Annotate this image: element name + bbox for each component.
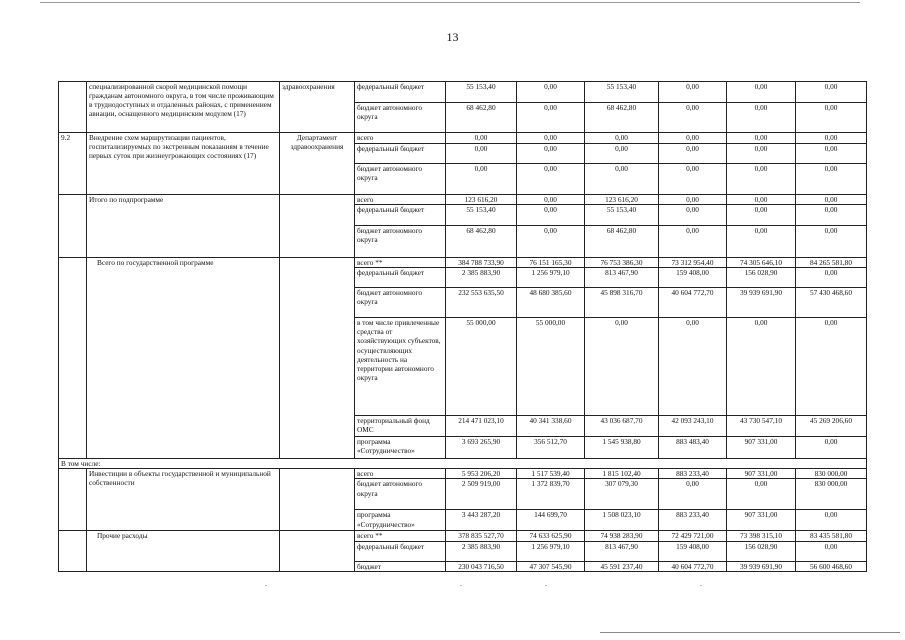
value-year-5: 0,00	[796, 541, 867, 561]
value-year-1: 40 341 338,60	[517, 416, 585, 437]
value-year-2: 74 938 283,90	[585, 531, 659, 541]
funding-source: бюджет автономного округа	[355, 164, 446, 195]
value-total: 230 043 716,50	[446, 561, 517, 571]
value-year-3: 0,00	[659, 205, 727, 226]
funding-source: бюджет автономного округа	[355, 226, 446, 258]
value-year-5: 0,00	[796, 510, 867, 531]
value-total: 5 953 206,20	[446, 469, 517, 479]
value-year-5: 0,00	[796, 268, 867, 288]
table-row	[59, 82, 867, 103]
value-year-2: 813 467,90	[585, 541, 659, 561]
value-year-2: 813 467,90	[585, 268, 659, 288]
funding-source: федеральный бюджет	[355, 205, 446, 226]
value-year-3: 883 483,40	[659, 437, 727, 459]
value-year-5: 0,00	[796, 195, 867, 205]
value-year-3: 0,00	[659, 479, 727, 510]
value-year-2: 0,00	[585, 318, 659, 416]
value-year-3: 0,00	[659, 195, 727, 205]
value-year-5: 830 000,00	[796, 479, 867, 510]
value-year-1: 0,00	[517, 226, 585, 258]
value-year-1: 1 256 979,10	[517, 268, 585, 288]
value-year-3: 72 429 721,00	[659, 531, 727, 541]
value-year-3: 159 408,00	[659, 268, 727, 288]
funding-source: бюджет автономного округа	[355, 103, 446, 133]
value-year-5: 0,00	[796, 103, 867, 133]
table-row	[59, 133, 867, 144]
value-year-2: 0,00	[585, 144, 659, 164]
value-year-2: 0,00	[585, 164, 659, 195]
top-scan-line	[40, 2, 860, 3]
value-year-5: 0,00	[796, 82, 867, 103]
funding-source: всего	[355, 469, 446, 479]
value-year-1: 0,00	[517, 164, 585, 195]
value-year-1: 144 699,70	[517, 510, 585, 531]
executor	[280, 469, 355, 531]
funding-source: всего **	[355, 531, 446, 541]
executor	[280, 195, 355, 258]
activity-name: специализированной скорой медицинской помощи гражданам автономного округа, в том числе проживающим в труднодоступных и отдаленных районах, с применением авиации, оснащенного медицинским модулем (17)	[87, 82, 280, 133]
value-year-4: 0,00	[727, 195, 796, 205]
value-year-3: 0,00	[659, 133, 727, 144]
value-year-4: 0,00	[727, 103, 796, 133]
value-year-3: 0,00	[659, 226, 727, 258]
value-year-5: 0,00	[796, 437, 867, 459]
funding-source: в том числе привлеченные средства от хозяйствующих субъектов, осуществляющих деятельность на территории автономного округа	[355, 318, 446, 416]
value-year-5: 0,00	[796, 144, 867, 164]
value-year-1: 1 372 839,70	[517, 479, 585, 510]
value-total: 0,00	[446, 144, 517, 164]
section-label: В том числе:	[59, 459, 867, 469]
scan-dots	[60, 585, 860, 589]
row-number	[59, 258, 87, 459]
value-year-4: 156 028,90	[727, 268, 796, 288]
value-year-2: 76 753 386,30	[585, 258, 659, 268]
value-year-5: 0,00	[796, 133, 867, 144]
value-total: 68 462,80	[446, 103, 517, 133]
value-year-4: 0,00	[727, 479, 796, 510]
value-year-3: 159 408,00	[659, 541, 727, 561]
funding-source: федеральный бюджет	[355, 144, 446, 164]
row-number	[59, 82, 87, 133]
value-year-1: 0,00	[517, 205, 585, 226]
value-year-2: 0,00	[585, 133, 659, 144]
table-row	[59, 195, 867, 205]
executor	[280, 258, 355, 459]
value-year-4: 0,00	[727, 205, 796, 226]
value-year-5: 0,00	[796, 164, 867, 195]
value-year-4: 0,00	[727, 133, 796, 144]
activity-name: Итого по подпрограмме	[87, 195, 280, 258]
value-total: 55 153,40	[446, 205, 517, 226]
value-year-5: 0,00	[796, 226, 867, 258]
value-total: 232 553 635,50	[446, 288, 517, 318]
funding-source: программа «Сотрудничество»	[355, 437, 446, 459]
funding-source: программа «Сотрудничество»	[355, 510, 446, 531]
value-year-2: 45 591 237,40	[585, 561, 659, 571]
row-number	[59, 531, 87, 571]
page-number: 13	[446, 30, 459, 44]
value-year-3: 0,00	[659, 144, 727, 164]
table-row	[59, 258, 867, 268]
row-number	[59, 469, 87, 531]
value-year-1: 0,00	[517, 195, 585, 205]
value-year-5: 83 435 581,80	[796, 531, 867, 541]
value-year-4: 74 305 646,10	[727, 258, 796, 268]
value-year-3: 40 604 772,70	[659, 288, 727, 318]
value-year-1: 1 517 539,40	[517, 469, 585, 479]
value-total: 0,00	[446, 133, 517, 144]
value-year-3: 0,00	[659, 82, 727, 103]
table-row	[59, 469, 867, 479]
value-year-1: 356 512,70	[517, 437, 585, 459]
value-year-4: 43 730 547,10	[727, 416, 796, 437]
value-year-4: 0,00	[727, 318, 796, 416]
value-year-2: 68 462,80	[585, 226, 659, 258]
value-year-4: 907 331,00	[727, 437, 796, 459]
value-year-2: 55 153,40	[585, 205, 659, 226]
value-year-2: 68 462,80	[585, 103, 659, 133]
executor: Департамент здравоохранения	[280, 133, 355, 195]
value-year-5: 0,00	[796, 205, 867, 226]
value-total: 378 835 527,70	[446, 531, 517, 541]
value-year-4: 0,00	[727, 82, 796, 103]
value-year-2: 1 545 938,80	[585, 437, 659, 459]
value-year-1: 0,00	[517, 144, 585, 164]
value-year-1: 47 307 545,90	[517, 561, 585, 571]
table-row	[59, 531, 867, 541]
value-year-1: 0,00	[517, 82, 585, 103]
bottom-scan-line	[600, 632, 900, 633]
value-year-1: 48 680 385,60	[517, 288, 585, 318]
value-year-2: 1 815 102,40	[585, 469, 659, 479]
value-total: 55 153,40	[446, 82, 517, 103]
activity-name: Прочие расходы	[87, 531, 280, 571]
value-total: 214 471 023,10	[446, 416, 517, 437]
value-year-1: 0,00	[517, 133, 585, 144]
value-year-3: 0,00	[659, 103, 727, 133]
value-total: 123 616,20	[446, 195, 517, 205]
value-year-3: 73 312 954,40	[659, 258, 727, 268]
value-year-3: 42 093 243,10	[659, 416, 727, 437]
budget-table	[58, 81, 867, 572]
value-year-4: 39 939 691,90	[727, 561, 796, 571]
funding-source: бюджет автономного округа	[355, 479, 446, 510]
value-total: 2 509 919,00	[446, 479, 517, 510]
value-year-4: 907 331,00	[727, 469, 796, 479]
row-number	[59, 195, 87, 258]
value-year-4: 0,00	[727, 164, 796, 195]
value-year-5: 830 000,00	[796, 469, 867, 479]
value-year-1: 76 151 165,30	[517, 258, 585, 268]
value-year-3: 0,00	[659, 318, 727, 416]
funding-source: бюджет	[355, 561, 446, 571]
activity-name: Внедрение схем маршрутизации пациентов, госпитализируемых по экстренным показаниям в течение первых суток при жизнеугрожающих состояниях (17)	[87, 133, 280, 195]
value-total: 68 462,80	[446, 226, 517, 258]
value-year-4: 39 939 691,90	[727, 288, 796, 318]
value-year-1: 0,00	[517, 103, 585, 133]
row-number: 9.2	[59, 133, 87, 195]
funding-source: федеральный бюджет	[355, 541, 446, 561]
executor	[280, 531, 355, 571]
funding-source: всего **	[355, 258, 446, 268]
value-year-2: 123 616,20	[585, 195, 659, 205]
value-total: 2 385 883,90	[446, 541, 517, 561]
value-total: 3 693 265,90	[446, 437, 517, 459]
funding-source: федеральный бюджет	[355, 268, 446, 288]
funding-source: федеральный бюджет	[355, 82, 446, 103]
value-year-3: 40 604 772,70	[659, 561, 727, 571]
value-year-3: 883 233,40	[659, 469, 727, 479]
value-year-4: 73 398 315,10	[727, 531, 796, 541]
funding-source: всего	[355, 195, 446, 205]
value-year-1: 55 000,00	[517, 318, 585, 416]
value-year-2: 45 898 316,70	[585, 288, 659, 318]
funding-source: бюджет автономного округа	[355, 288, 446, 318]
value-total: 55 000,00	[446, 318, 517, 416]
value-year-1: 74 633 625,90	[517, 531, 585, 541]
executor: здравоохранения	[280, 82, 355, 133]
value-year-3: 0,00	[659, 164, 727, 195]
value-total: 2 385 883,90	[446, 268, 517, 288]
funding-source: всего	[355, 133, 446, 144]
value-year-3: 883 233,40	[659, 510, 727, 531]
value-year-1: 1 256 979,10	[517, 541, 585, 561]
value-year-2: 1 508 023,10	[585, 510, 659, 531]
table-row	[59, 459, 867, 469]
activity-name: Всего по государственной программе	[87, 258, 280, 459]
value-year-4: 156 028,90	[727, 541, 796, 561]
value-year-5: 84 265 581,80	[796, 258, 867, 268]
value-year-5: 45 269 206,60	[796, 416, 867, 437]
value-year-5: 0,00	[796, 318, 867, 416]
value-year-4: 0,00	[727, 144, 796, 164]
value-year-5: 56 600 468,60	[796, 561, 867, 571]
value-total: 384 788 733,90	[446, 258, 517, 268]
value-year-2: 43 036 687,70	[585, 416, 659, 437]
value-year-4: 907 331,00	[727, 510, 796, 531]
value-total: 3 443 287,20	[446, 510, 517, 531]
funding-source: территориальный фонд ОМС	[355, 416, 446, 437]
value-total: 0,00	[446, 164, 517, 195]
value-year-5: 57 430 468,60	[796, 288, 867, 318]
value-year-4: 0,00	[727, 226, 796, 258]
activity-name: Инвестиции в объекты государственной и муниципальной собственности	[87, 469, 280, 531]
value-year-2: 307 079,30	[585, 479, 659, 510]
value-year-2: 55 153,40	[585, 82, 659, 103]
